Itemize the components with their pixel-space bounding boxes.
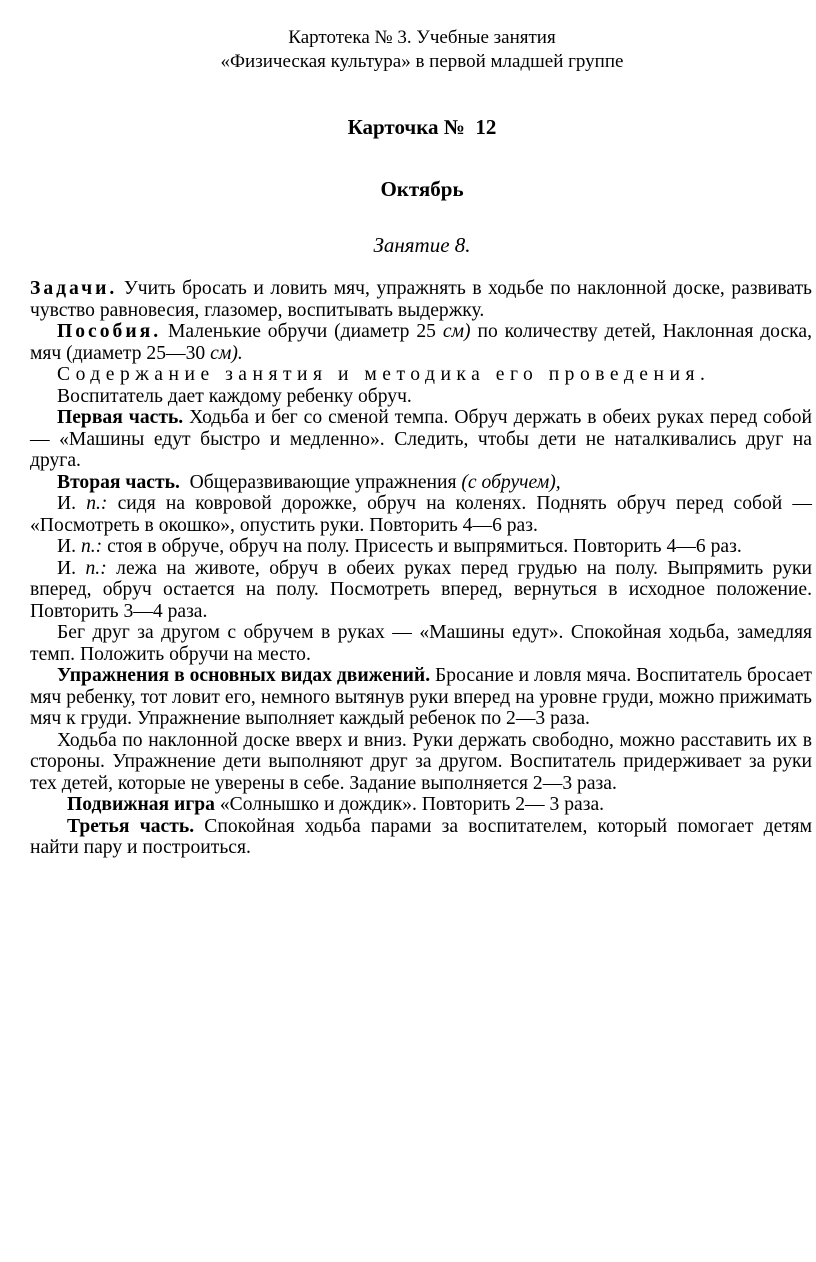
part2-paragraph [30, 472, 812, 494]
part2-label: Вторая часть. [57, 471, 180, 493]
materials-unit-1: см) [442, 321, 471, 342]
part1-paragraph [30, 407, 812, 472]
run-paragraph [30, 622, 812, 665]
exercise-3-prefix: И. [57, 557, 86, 579]
month-heading: Октябрь [380, 177, 464, 201]
exercise-2-prefix: И. [57, 536, 81, 557]
part1-label: Первая часть. [57, 407, 184, 428]
materials-paragraph [30, 321, 812, 364]
exercise-1-ip: п.: [86, 493, 108, 514]
exercise-2 [30, 536, 812, 558]
exercise-2-ip: п.: [80, 536, 103, 557]
materials-text-2: по количеству детей, Наклонная доска, мяч (диаметр 25—30 [30, 321, 812, 364]
game-paragraph [30, 794, 812, 816]
walk-text: Ходьба по наклонной доске вверх и вниз. Руки держать свободно, можно расставить их в стороны. Упражнение дети выполняют друг за другом. Воспитатель придерживает за руки тех детей, которые не уверены в себе. Задание выполняется 2—3 раза. [30, 729, 812, 794]
document-page [30, 0, 814, 859]
part1-text: Ходьба и бег со сменой темпа. Обруч держать в обеих руках перед собой — «Машины едут быстро и медленно». Следить, чтобы дети не наталкивались друг на друга. [30, 407, 812, 471]
tasks-text: Учить бросать и ловить мяч, упражнять в ходьбе по наклонной доске, развивать чувство равновесия, глазомер, воспитывать выдержку. [30, 278, 812, 321]
lesson-body [30, 278, 814, 859]
part2-text: Общеразвивающие упражнения [179, 471, 462, 493]
exercise-1 [30, 493, 812, 536]
exercise-3-text: лежа на животе, обруч в обеих руках перед грудью на полу. Выпрямить руки вперед, обруч остается на полу. Посмотреть вперед, вернуться в исходное положение. Повторить 3—4 раза. [30, 557, 812, 622]
content-heading [30, 364, 812, 386]
exercise-1-text: сидя на ковровой дорожке, обруч на коленях. Поднять обруч перед собой — «Посмотреть в окошко», опустить руки. Повторить 4—6 раз. [30, 493, 812, 536]
part2-italic: (с обручем), [461, 471, 561, 493]
materials-label: Пособия. [57, 321, 162, 342]
basic-movements-label: Упражнения в основных видах движений. [57, 665, 431, 686]
card-title: Карточка № 12 [347, 115, 497, 139]
game-text: «Солнышко и дождик». Повторить 2— 3 раза. [214, 794, 605, 815]
basic-movements-paragraph [30, 665, 812, 730]
materials-unit-2: см). [210, 342, 243, 364]
run-text: Бег друг за другом с обручем в руках — «Машины едут». Спокойная ходьба, замедляя темп. Положить обручи на место. [30, 622, 812, 665]
intro-text: Воспитатель дает каждому ребенку обруч. [57, 385, 412, 407]
walk-paragraph [30, 730, 812, 795]
tasks-label: Задачи. [30, 278, 118, 299]
part3-text: Спокойная ходьба парами за воспитателем, который помогает детям найти пару и построиться. [30, 815, 812, 858]
tasks-paragraph [30, 278, 812, 321]
exercise-3-ip: п.: [85, 557, 107, 579]
part3-paragraph [30, 816, 812, 859]
header-line-2: «Физическая культура» в первой младшей группе [220, 51, 624, 72]
exercise-1-prefix: И. [57, 493, 87, 514]
header-line-1: Картотека № 3. Учебные занятия [288, 27, 556, 48]
content-heading-text: Содержание занятия и методика его проведения. [57, 364, 711, 385]
basic-movements-text: Бросание и ловля мяча. Воспитатель бросает мяч ребенку, тот ловит его, немного вытянув руки вперед на уровне груди, можно прижимать мяч к груди. Упражнение выполняет каждый ребенок по 2—3 раза. [30, 665, 812, 729]
exercise-3 [30, 558, 812, 623]
part3-label: Третья часть. [67, 815, 195, 837]
exercise-2-text: стоя в обруче, обруч на полу. Присесть и выпрямиться. Повторить 4—6 раз. [102, 536, 742, 557]
materials-text-1: Маленькие обручи (диаметр 25 [161, 321, 443, 342]
lesson-heading: Занятие 8. [373, 233, 471, 257]
game-label: Подвижная игра [67, 794, 215, 815]
intro-paragraph [30, 386, 812, 408]
